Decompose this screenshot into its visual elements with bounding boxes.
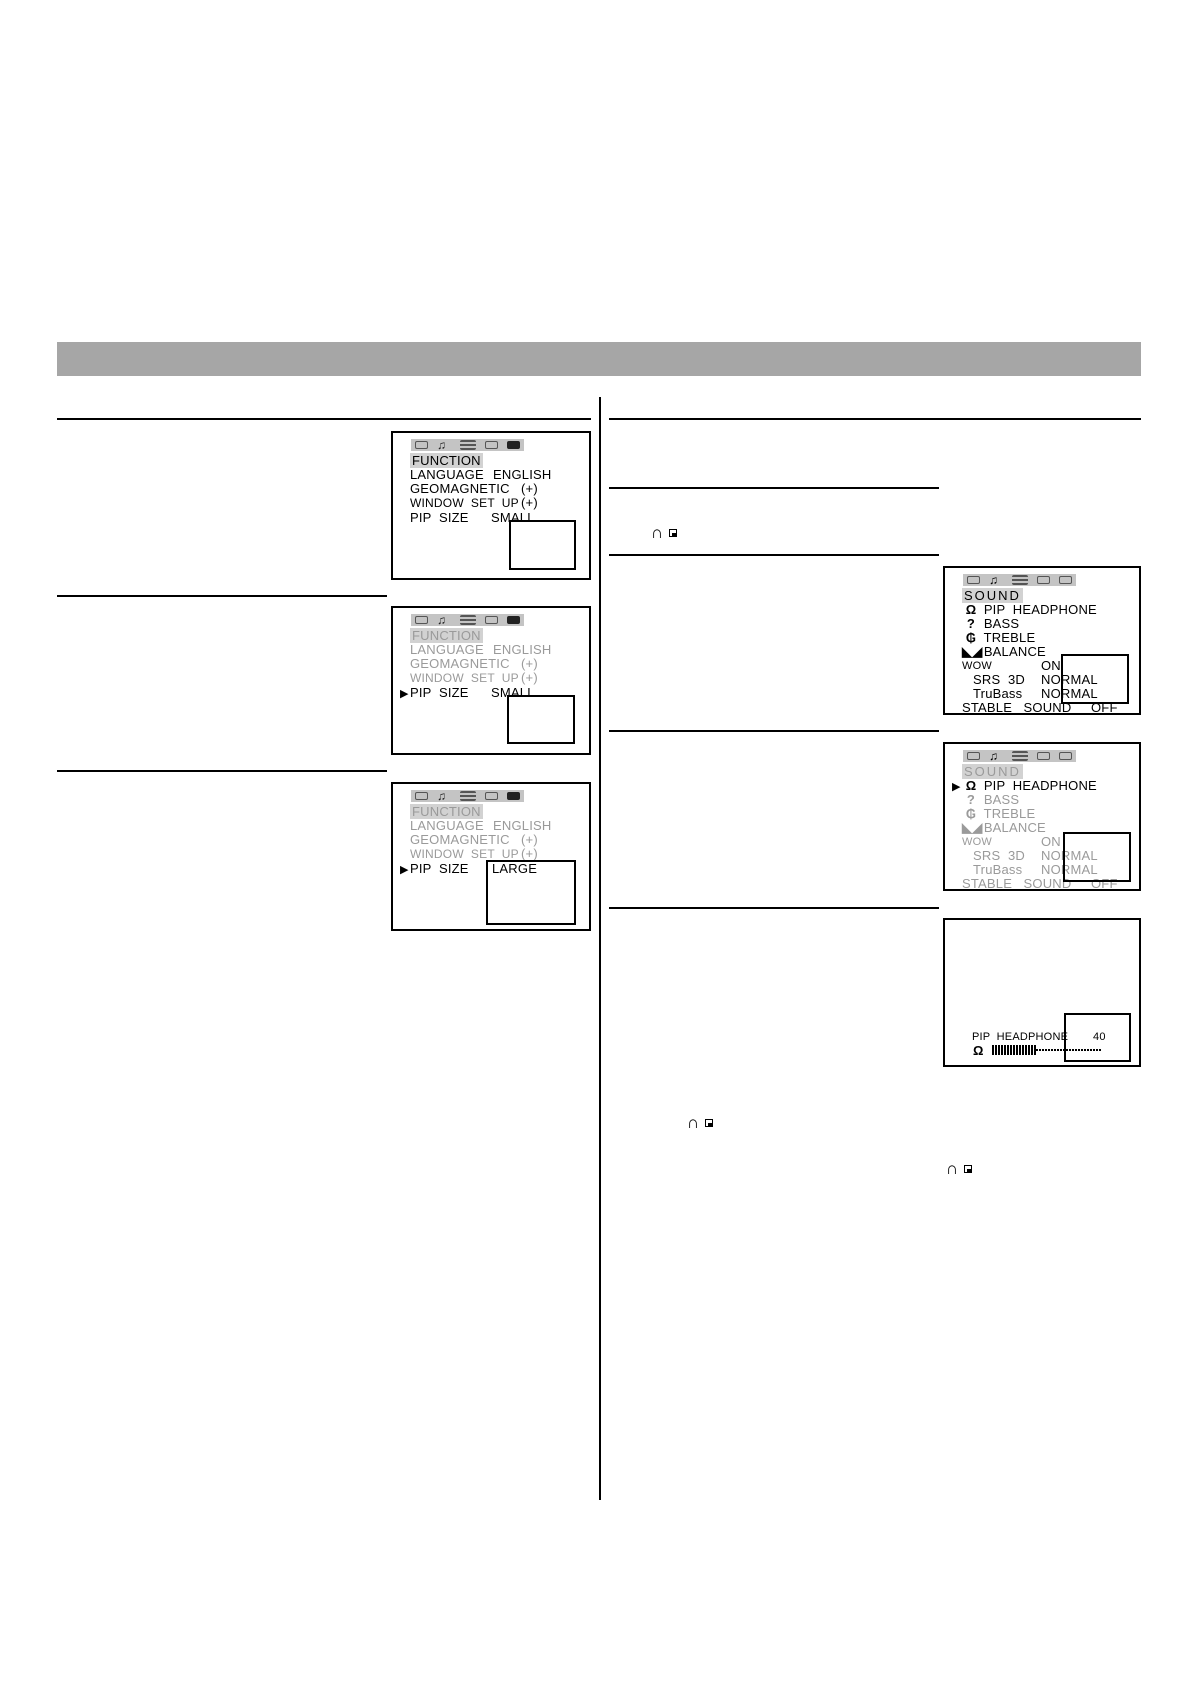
adjust-lines-icon xyxy=(460,440,476,450)
timer-icon xyxy=(485,792,498,800)
headphone-icon: Ω xyxy=(973,1043,984,1058)
geomagnetic-label: GEOMAGNETIC xyxy=(410,656,510,671)
adjust-lines-icon xyxy=(1012,751,1028,761)
rule-left-3 xyxy=(57,770,387,772)
selection-cursor-icon: ▶ xyxy=(952,781,961,793)
headphone-icon: ∩ xyxy=(651,523,664,542)
bass-label: BASS xyxy=(983,792,1020,807)
selection-cursor-icon: ▶ xyxy=(400,864,409,876)
language-label: LANGUAGE xyxy=(410,818,484,833)
function-icon xyxy=(507,616,520,624)
treble-icon: ₲ xyxy=(965,630,977,645)
timer-icon xyxy=(485,616,498,624)
section-banner xyxy=(57,342,1141,376)
geomagnetic-label: GEOMAGNETIC xyxy=(410,832,510,847)
column-divider xyxy=(599,397,601,1500)
menu-tab-icons xyxy=(963,750,1076,762)
stable-sound-value: OFF xyxy=(1091,876,1118,891)
level-bar-fill xyxy=(992,1045,1036,1055)
trubass-value: NORMAL xyxy=(1041,686,1098,701)
osd-function-menu-1 xyxy=(391,431,591,580)
language-value: ENGLISH xyxy=(493,818,552,833)
stable-sound-value: OFF xyxy=(1091,700,1118,715)
pip-window-icon xyxy=(669,529,677,537)
bass-label: BASS xyxy=(983,616,1020,631)
window-setup-label: WINDOW SET UP xyxy=(410,496,519,510)
treble-label: TREBLE xyxy=(983,806,1036,821)
pip-size-label: PIP SIZE xyxy=(410,685,469,700)
menu-tab-icons xyxy=(411,614,524,626)
language-value: ENGLISH xyxy=(493,467,552,482)
osd-function-menu-3 xyxy=(391,782,591,931)
pip-headphone-label: PIP HEADPHONE xyxy=(983,602,1097,617)
menu-header: SOUND xyxy=(964,764,1021,779)
adjust-lines-icon xyxy=(460,615,476,625)
music-note-icon: ♫ xyxy=(437,438,446,452)
function-icon xyxy=(1059,752,1072,760)
headphone-icon: ∩ xyxy=(946,1159,959,1178)
rule-right-4 xyxy=(609,730,939,732)
wow-label: WOW xyxy=(962,836,992,848)
srs-3d-label: SRS 3D xyxy=(973,672,1025,687)
menu-header: FUNCTION xyxy=(412,453,481,468)
trubass-label: TruBass xyxy=(973,686,1023,701)
menu-header: FUNCTION xyxy=(412,804,481,819)
adjust-lines-icon xyxy=(460,791,476,801)
geomagnetic-value: (+) xyxy=(521,481,538,496)
pip-window-icon xyxy=(964,1165,972,1173)
menu-header: FUNCTION xyxy=(412,628,481,643)
treble-icon: ₲ xyxy=(965,806,977,821)
srs-3d-label: SRS 3D xyxy=(973,848,1025,863)
rule-left-2 xyxy=(57,595,387,597)
srs-3d-value: NORMAL xyxy=(1041,672,1098,687)
trubass-label: TruBass xyxy=(973,862,1023,877)
balance-label: BALANCE xyxy=(983,820,1046,835)
window-setup-value: (+) xyxy=(521,846,538,861)
menu-header: SOUND xyxy=(964,588,1021,603)
osd-function-menu-2 xyxy=(391,606,591,755)
rule-right-5 xyxy=(609,907,939,909)
window-setup-label: WINDOW SET UP xyxy=(410,847,519,861)
wow-value: ON xyxy=(1041,834,1061,849)
bass-icon: ? xyxy=(966,616,976,631)
pip-window-icon xyxy=(705,1119,713,1127)
language-label: LANGUAGE xyxy=(410,642,484,657)
rule-right-3 xyxy=(609,554,939,556)
pip-window xyxy=(1061,654,1129,704)
headphone-pip-inline-1 xyxy=(651,524,677,541)
picture-icon xyxy=(415,792,428,800)
headphone-icon: Ω xyxy=(965,778,977,793)
headphone-pip-inline-3 xyxy=(946,1160,972,1177)
music-note-icon: ♫ xyxy=(437,613,446,627)
pip-size-label: PIP SIZE xyxy=(410,510,469,525)
geomagnetic-value: (+) xyxy=(521,832,538,847)
menu-tab-icons xyxy=(411,790,524,802)
menu-tab-icons xyxy=(411,439,524,451)
picture-icon xyxy=(967,576,980,584)
stable-sound-label: STABLE SOUND xyxy=(962,700,1072,715)
wow-value: ON xyxy=(1041,658,1061,673)
adjust-lines-icon xyxy=(1012,575,1028,585)
music-note-icon: ♫ xyxy=(437,789,446,803)
window-setup-value: (+) xyxy=(521,495,538,510)
music-note-icon: ♫ xyxy=(989,749,998,763)
pip-headphone-level-label: PIP HEADPHONE xyxy=(972,1031,1069,1043)
rule-left-1 xyxy=(57,418,591,420)
pip-window xyxy=(1063,832,1131,882)
picture-icon xyxy=(415,616,428,624)
language-value: ENGLISH xyxy=(493,642,552,657)
srs-3d-value: NORMAL xyxy=(1041,848,1098,863)
headphone-icon: Ω xyxy=(965,602,977,617)
pip-window xyxy=(507,695,575,744)
wow-label: WOW xyxy=(962,660,992,672)
pip-size-value: LARGE xyxy=(492,861,538,876)
picture-icon xyxy=(415,441,428,449)
pip-headphone-level-value: 40 xyxy=(1093,1031,1106,1043)
pip-window xyxy=(509,520,576,570)
selection-cursor-icon: ▶ xyxy=(400,688,409,700)
menu-tab-icons xyxy=(963,574,1076,586)
rule-right-2 xyxy=(609,487,939,489)
osd-sound-menu-2 xyxy=(943,742,1141,891)
function-icon xyxy=(1059,576,1072,584)
treble-label: TREBLE xyxy=(983,630,1036,645)
function-icon xyxy=(507,441,520,449)
function-icon xyxy=(507,792,520,800)
music-note-icon: ♫ xyxy=(989,573,998,587)
bass-icon: ? xyxy=(966,792,976,807)
osd-pip-headphone-level xyxy=(943,918,1141,1067)
window-setup-value: (+) xyxy=(521,670,538,685)
geomagnetic-value: (+) xyxy=(521,656,538,671)
balance-icon: ◣◢ xyxy=(962,820,983,835)
pip-size-label: PIP SIZE xyxy=(410,861,469,876)
osd-sound-menu-1 xyxy=(943,566,1141,715)
balance-label: BALANCE xyxy=(983,644,1046,659)
language-label: LANGUAGE xyxy=(410,467,484,482)
pip-window xyxy=(1064,1013,1131,1062)
headphone-pip-inline-2 xyxy=(687,1114,713,1131)
pip-headphone-label: PIP HEADPHONE xyxy=(983,778,1097,793)
picture-icon xyxy=(967,752,980,760)
pip-size-value: SMALL xyxy=(491,685,535,700)
headphone-icon: ∩ xyxy=(687,1113,700,1132)
window-setup-label: WINDOW SET UP xyxy=(410,671,519,685)
timer-icon xyxy=(485,441,498,449)
balance-icon: ◣◢ xyxy=(962,644,983,659)
stable-sound-label: STABLE SOUND xyxy=(962,876,1072,891)
rule-right-1 xyxy=(609,418,1141,420)
trubass-value: NORMAL xyxy=(1041,862,1098,877)
timer-icon xyxy=(1037,576,1050,584)
pip-size-value: SMALL xyxy=(491,510,535,525)
geomagnetic-label: GEOMAGNETIC xyxy=(410,481,510,496)
timer-icon xyxy=(1037,752,1050,760)
